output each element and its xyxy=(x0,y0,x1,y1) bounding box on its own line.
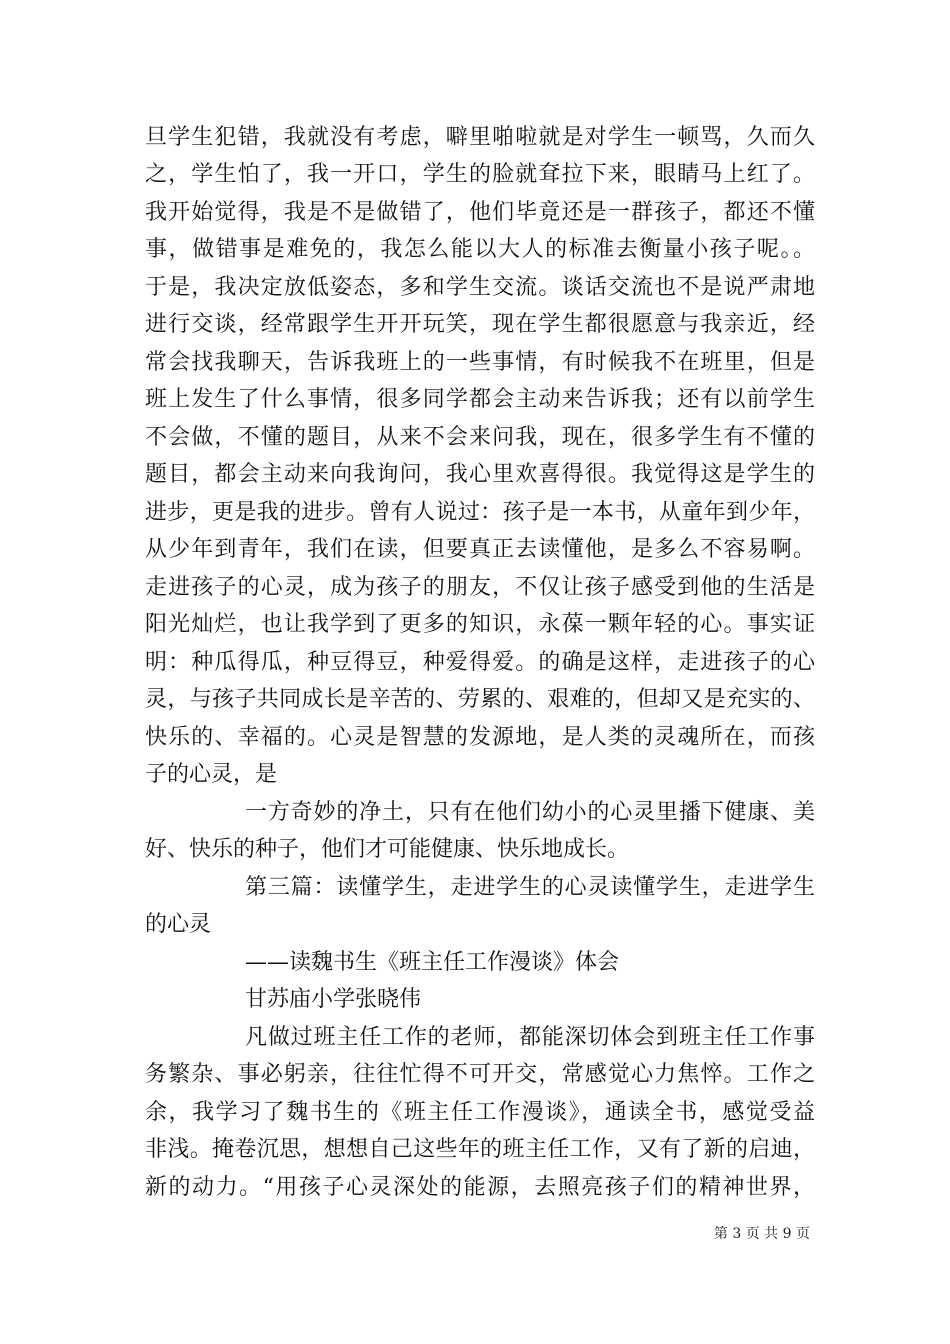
text-line: 旦学生犯错，我就没有考虑，噼里啪啦就是对学生一顿骂，久而久 xyxy=(145,125,815,150)
text-line: 事，做错事是难免的，我怎么能以大人的标准去衡量小孩子呢。。 xyxy=(145,237,815,262)
text-line: 快乐的、幸福的。心灵是智慧的发源地，是人类的灵魂所在，而孩 xyxy=(145,725,815,750)
section-heading-continued: 的心灵 xyxy=(145,912,212,937)
text-line: 从少年到青年，我们在读，但要真正去读懂他，是多么不容易啊。 xyxy=(145,537,815,562)
text-line: 阳光灿烂，也让我学到了更多的知识，永葆一颗年轻的心。事实证 xyxy=(145,612,815,637)
text-line: 一方奇妙的净土，只有在他们幼小的心灵里播下健康、美 xyxy=(245,800,815,825)
text-line: 常会找我聊天，告诉我班上的一些事情，有时候我不在班里，但是 xyxy=(145,350,815,375)
text-line: 进步，更是我的进步。曾有人说过：孩子是一本书，从童年到少年， xyxy=(145,500,815,525)
text-line: 题目，都会主动来向我询问，我心里欢喜得很。我觉得这是学生的 xyxy=(145,462,815,487)
text-line: 凡做过班主任工作的老师，都能深切体会到班主任工作事 xyxy=(245,1025,815,1050)
text-line: 我开始觉得，我是不是做错了，他们毕竟还是一群孩子，都还不懂 xyxy=(145,200,815,225)
text-line: 好、快乐的种子，他们才可能健康、快乐地成长。 xyxy=(145,837,630,862)
text-line: 进行交谈，经常跟学生开开玩笑，现在学生都很愿意与我亲近，经 xyxy=(145,312,815,337)
text-line: 于是，我决定放低姿态，多和学生交流。谈话交流也不是说严肃地 xyxy=(145,275,815,300)
text-line: 务繁杂、事必躬亲，往往忙得不可开交，常感觉心力焦悴。工作之 xyxy=(145,1062,815,1087)
author-line: 甘苏庙小学张晓伟 xyxy=(245,987,422,1012)
text-line: 明：种瓜得瓜，种豆得豆，种爱得爱。的确是这样，走进孩子的心 xyxy=(145,650,815,675)
text-line: 新的动力。“用孩子心灵深处的能源，去照亮孩子们的精神世界， xyxy=(145,1175,815,1200)
text-line: 走进孩子的心灵，成为孩子的朋友，不仅让孩子感受到他的生活是 xyxy=(145,575,815,600)
text-line: 非浅。掩卷沉思，想想自己这些年的班主任工作，又有了新的启迪， xyxy=(145,1137,815,1162)
text-line: 余，我学习了魏书生的《班主任工作漫谈》，通读全书，感觉受益 xyxy=(145,1100,815,1125)
section-heading: 第三篇：读懂学生，走进学生的心灵读懂学生，走进学生 xyxy=(245,875,815,900)
text-line: 之，学生怕了，我一开口，学生的脸就耷拉下来，眼睛马上红了。 xyxy=(145,162,815,187)
text-line: 灵，与孩子共同成长是辛苦的、劳累的、艰难的，但却又是充实的、 xyxy=(145,687,815,712)
page-number: 第 3 页 共 9 页 xyxy=(713,1226,810,1242)
subtitle: ——读魏书生《班主任工作漫谈》体会 xyxy=(245,950,620,975)
text-line: 不会做，不懂的题目，从来不会来问我，现在，很多学生有不懂的 xyxy=(145,425,815,450)
text-line: 子的心灵，是 xyxy=(145,762,278,787)
text-line: 班上发生了什么事情，很多同学都会主动来告诉我；还有以前学生 xyxy=(145,387,815,412)
